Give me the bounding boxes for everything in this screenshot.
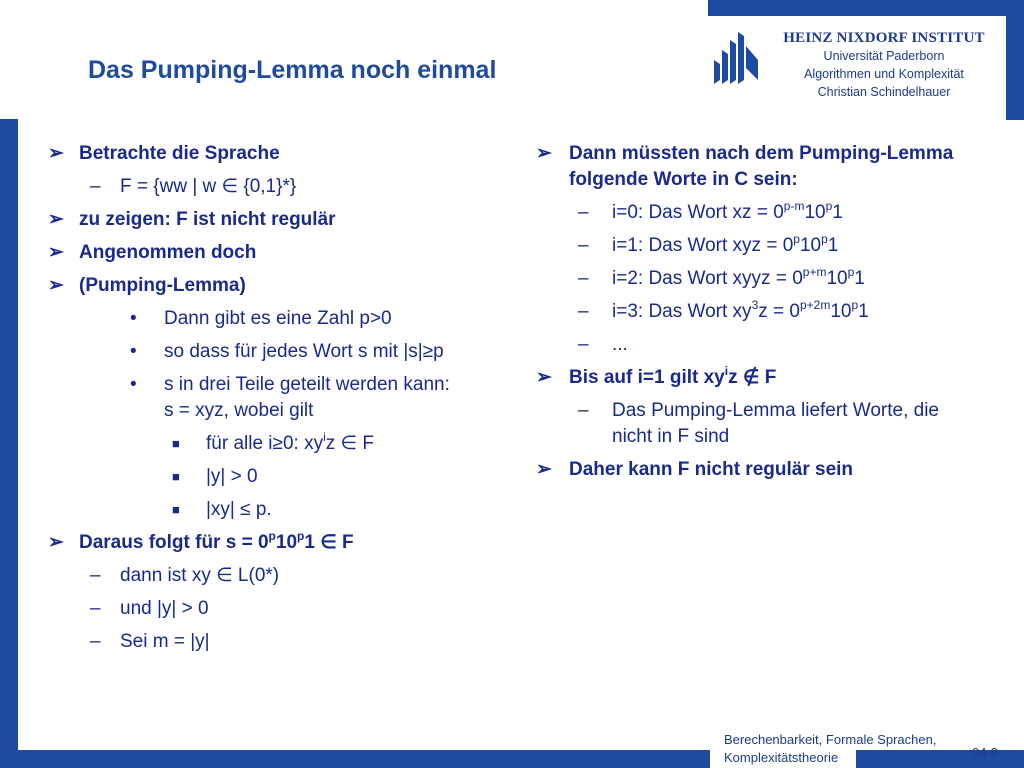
arrowhead-icon: ➢: [48, 532, 64, 553]
bullet-text: 10: [804, 202, 826, 223]
dash-icon: –: [578, 334, 589, 355]
square-icon: ■: [172, 502, 180, 517]
institute-line: Algorithmen und Komplexität: [804, 67, 964, 81]
bullet-text: 10: [275, 532, 298, 553]
bullet-text: i=2: Das Wort xyyz = 0: [612, 268, 803, 289]
institute-name: HEINZ NIXDORF INSTITUT: [783, 30, 985, 46]
bullet-item: [48, 240, 468, 266]
dash-icon: –: [90, 565, 101, 586]
bullet-text: (Pumping-Lemma): [79, 275, 246, 296]
dash-icon: –: [578, 202, 589, 223]
bullet-item: [536, 141, 989, 193]
arrowhead-icon: ➢: [48, 242, 64, 263]
superscript: p: [821, 231, 828, 246]
bullet-text: 1: [832, 202, 843, 223]
arrowhead-icon: ➢: [536, 143, 552, 164]
bullet-text: |xy| ≤ p.: [206, 499, 272, 520]
bullet-text: z = 0: [758, 301, 800, 322]
bullet-text: Daher kann F nicht regulär sein: [569, 459, 854, 480]
dash-icon: –: [578, 301, 589, 322]
institute-line: Christian Schindelhauer: [817, 85, 951, 99]
bullet-item: [536, 365, 976, 391]
institute-logo-icon: [714, 30, 758, 86]
slide-title: Das Pumping-Lemma noch einmal: [88, 56, 497, 84]
superscript: p: [268, 528, 276, 543]
bullet-text: F = {ww | w ∈ {0,1}*}: [120, 176, 297, 197]
bullet-item: [536, 332, 976, 358]
arrowhead-icon: ➢: [48, 209, 64, 230]
superscript: p-m: [783, 198, 805, 213]
arrowhead-icon: ➢: [48, 275, 64, 296]
bullet-item: [48, 174, 468, 200]
bullet-item: [48, 563, 468, 589]
dash-icon: –: [578, 268, 589, 289]
dash-icon: –: [90, 176, 101, 197]
bullet-item: [48, 629, 468, 655]
left-column: [48, 141, 468, 662]
superscript: i: [724, 363, 729, 378]
bullet-text: z ∈ F: [325, 433, 374, 454]
bullet-text: 1: [858, 301, 869, 322]
bullet-item: [48, 596, 468, 622]
bullet-text: so dass für jedes Wort s mit |s|≥p: [164, 341, 444, 362]
right-column: [536, 141, 976, 490]
dash-icon: –: [90, 598, 101, 619]
frame-bottom-bar: [0, 750, 710, 768]
bullet-text: 1: [854, 268, 865, 289]
arrowhead-icon: ➢: [48, 143, 64, 164]
footer-course: [724, 731, 936, 767]
bullet-item: [536, 457, 976, 483]
bullet-item: [48, 273, 468, 299]
bullet-item: [48, 497, 468, 523]
institute-block: [766, 30, 1002, 101]
bullet-text: 10: [830, 301, 852, 322]
page-number: 04-8: [972, 745, 999, 760]
bullet-text: Bis auf i=1 gilt xy: [569, 367, 725, 388]
bullet-text: Angenommen doch: [79, 242, 257, 263]
bullet-item: [48, 306, 468, 332]
bullet-text: i=0: Das Wort xz = 0: [612, 202, 784, 223]
dash-icon: –: [578, 235, 589, 256]
superscript: i: [323, 429, 326, 444]
bullet-text: Sei m = |y|: [120, 631, 210, 652]
dot-icon: •: [130, 308, 137, 329]
bullet-text: zu zeigen: F ist nicht regulär: [79, 209, 336, 230]
bullet-text: 10: [799, 235, 822, 256]
bullet-text: 10: [826, 268, 848, 289]
dash-icon: –: [90, 631, 101, 652]
dash-icon: –: [578, 400, 589, 421]
superscript: p: [851, 297, 859, 312]
square-icon: ■: [172, 469, 180, 484]
bullet-item: [536, 299, 976, 325]
bullet-item: [48, 207, 468, 233]
bullet-item: [48, 464, 468, 490]
superscript: p: [825, 198, 833, 213]
superscript: p+2m: [799, 297, 831, 312]
bullet-text: |y| > 0: [206, 466, 258, 487]
bullet-text: Dann müssten nach dem Pumping-Lemma folgende Worte in C sein:: [569, 143, 954, 190]
dot-icon: •: [130, 341, 137, 362]
frame-left-bar: [0, 119, 18, 768]
bullet-text: Daraus folgt für s = 0: [79, 532, 269, 553]
bullet-text: i=1: Das Wort xyz = 0: [612, 235, 794, 256]
bullet-text: i=3: Das Wort xy: [612, 301, 752, 322]
frame-top-bar: [708, 0, 1024, 16]
bullet-item: [48, 530, 468, 556]
bullet-item: [48, 372, 464, 424]
frame-right-bar: [1006, 0, 1024, 120]
bullet-text: dann ist xy ∈ L(0*): [120, 565, 280, 586]
bullet-item: [536, 266, 976, 292]
bullet-text: s in drei Teile geteilt werden kann: s = xyz, wobei gilt: [164, 374, 450, 421]
bullet-text: 1: [827, 235, 839, 256]
arrowhead-icon: ➢: [536, 459, 552, 480]
bullet-text: 1 ∈ F: [304, 532, 354, 553]
superscript: 3: [751, 297, 759, 312]
superscript: p+m: [802, 264, 827, 279]
bullet-item: [536, 200, 976, 226]
bullet-item: [536, 233, 976, 259]
bullet-text: für alle i≥0: xy: [206, 433, 324, 454]
bullet-text: Betrachte die Sprache: [79, 143, 280, 164]
bullet-text: Das Pumping-Lemma liefert Worte, die nicht in F sind: [612, 400, 939, 447]
bullet-text: z ∉ F: [728, 367, 777, 388]
superscript: p: [847, 264, 855, 279]
square-icon: ■: [172, 436, 180, 451]
bullet-item: [48, 141, 468, 167]
bullet-text: ...: [612, 334, 628, 355]
bullet-text: Dann gibt es eine Zahl p>0: [164, 308, 392, 329]
bullet-item: [48, 339, 504, 365]
bullet-item: [536, 398, 972, 450]
footer-line: Komplexitätstheorie: [724, 750, 839, 765]
superscript: p: [297, 528, 305, 543]
bullet-text: und |y| > 0: [120, 598, 209, 619]
institute-line: Universität Paderborn: [823, 49, 945, 63]
footer-line: Berechenbarkeit, Formale Sprachen,: [724, 732, 937, 747]
bullet-item: [48, 431, 468, 457]
dot-icon: •: [130, 374, 137, 395]
superscript: p: [793, 231, 800, 246]
arrowhead-icon: ➢: [536, 367, 552, 388]
